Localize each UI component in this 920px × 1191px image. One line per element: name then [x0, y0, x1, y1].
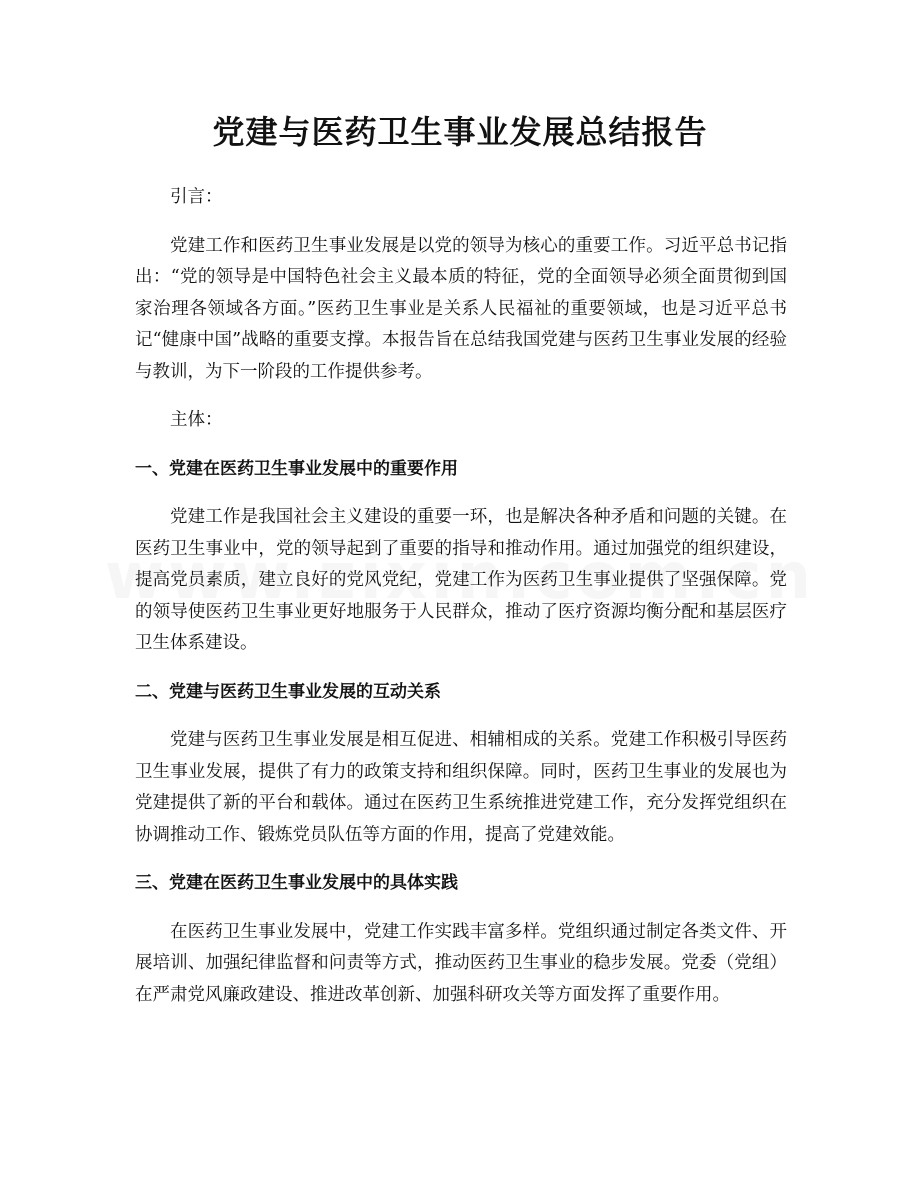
section-2-paragraph: 党建与医药卫生事业发展是相互促进、相辅相成的关系。党建工作积极引导医药卫生事业发展，提供了有力的政策支持和组织保障。同时，医药卫生事业的发展也为党建提供了新的平台和载体。通过在医药卫生系统推进党建工作，充分发挥党组织在协调推动工作、锻炼党员队伍等方面的作用，提高了党建效能。 — [135, 730, 787, 845]
document-body — [135, 182, 787, 1028]
intro-label: 引言： — [170, 187, 223, 207]
document-title: 党建与医药卫生事业发展总结报告 — [212, 113, 708, 151]
section-1-paragraph: 党建工作是我国社会主义建设的重要一环，也是解决各种矛盾和问题的关键。在医药卫生事业中，党的领导起到了重要的指导和推动作用。通过加强党的组织建设，提高党员素质，建立良好的党风党纪，党建工作为医药卫生事业提供了坚强保障。党的领导使医药卫生事业更好地服务于人民群众，推动了医疗资源均衡分配和基层医疗卫生体系建设。 — [135, 507, 787, 653]
intro-paragraph: 党建工作和医药卫生事业发展是以党的领导为核心的重要工作。习近平总书记指出：“党的领导是中国特色社会主义最本质的特征，党的全面领导必须全面贯彻到国家治理各领域各方面。”医药卫生事业是关系人民福祉的重要领域，也是习近平总书记“健康中国”战略的重要支撑。本报告旨在总结我国党建与医药卫生事业发展的经验与教训，为下一阶段的工作提供参考。 — [135, 235, 787, 382]
main-label: 主体： — [170, 410, 223, 430]
section-3-paragraph: 在医药卫生事业发展中，党建工作实践丰富多样。党组织通过制定各类文件、开展培训、加强纪律监督和问责等方式，推动医药卫生事业的稳步发展。党委（党组）在严肃党风廉政建设、推进改革创新、加强科研攻关等方面发挥了重要作用。 — [135, 921, 787, 1005]
section-1-heading: 一、党建在医药卫生事业发展中的重要作用 — [135, 458, 458, 479]
section-3-heading: 三、党建在医药卫生事业发展中的具体实践 — [135, 873, 458, 893]
section-2-heading: 二、党建与医药卫生事业发展的互动关系 — [135, 681, 441, 702]
